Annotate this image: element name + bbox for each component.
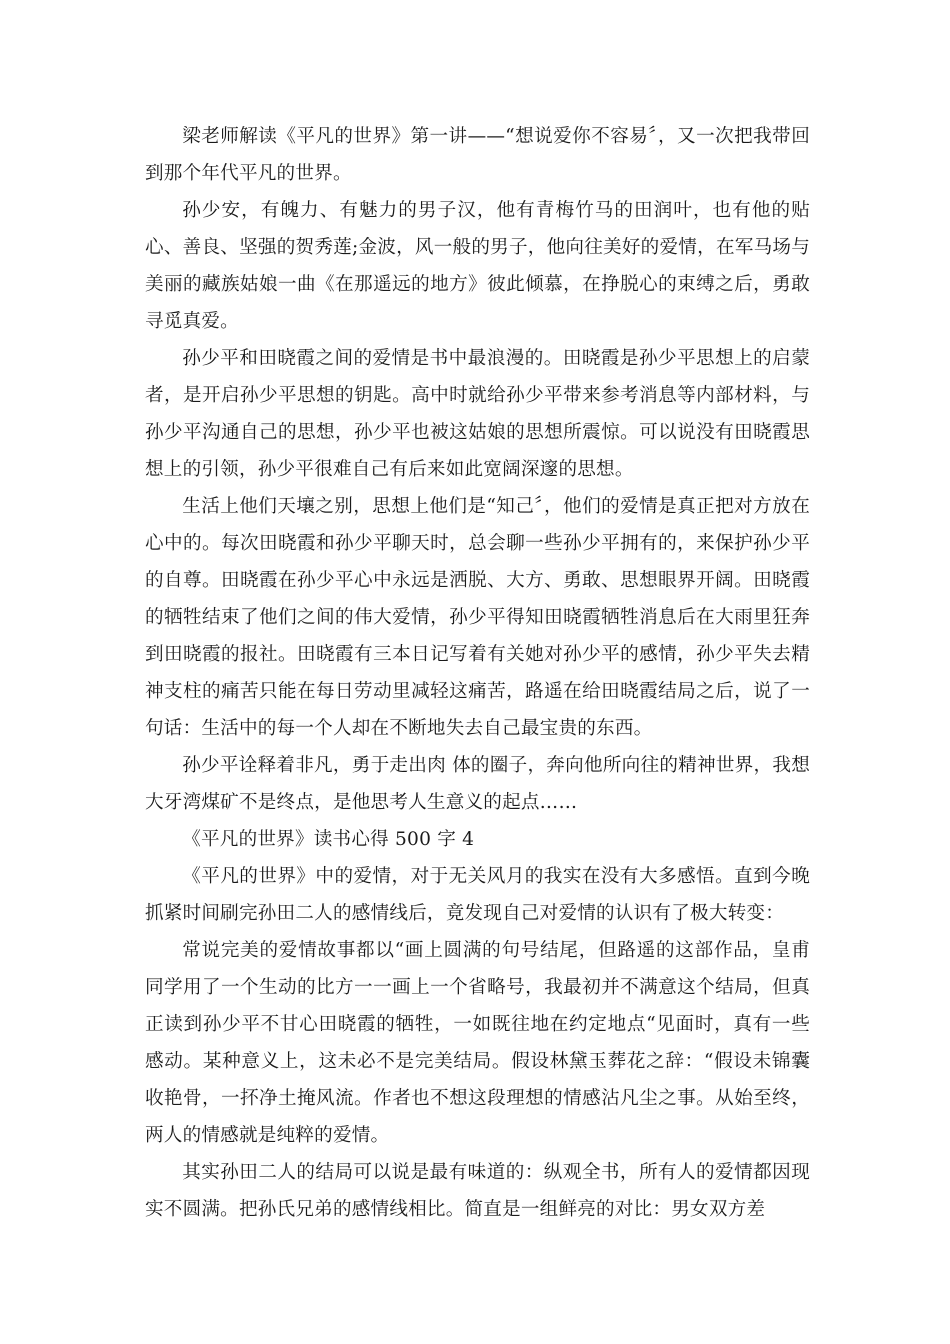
paragraph-8: 其实孙田二人的结局可以说是最有味道的：纵观全书，所有人的爱情都因现实不圆满。把孙氏兄弟的感情线相比。简直是一组鲜亮的对比：男女双方差 (145, 1162, 810, 1220)
paragraph-7: 常说完美的爱情故事都以“画上圆满的句号结尾，但路遥的这部作品，皇甫同学用了一个生动的比方一一画上一个省略号，我最初并不满意这个结局，但真正读到孙少平不甘心田晓霞的牺牲，一如既往地在约定地点“见面时，真有一些感动。某种意义上，这未必不是完美结局。假设林黛玉葬花之辞：“假设未锦囊收艳骨，一抔净土掩风流。作者也不想这段理想的情感沾凡尘之事。从始至终，两人的情感就是纯粹的爱情。 (145, 940, 810, 1146)
section-title: 《平凡的世界》读书心得 500 字 4 (182, 829, 475, 850)
paragraph-5: 孙少平诠释着非凡，勇于走出肉 体的圈子，奔向他所向往的精神世界，我想大牙湾煤矿不是终点，是他思考人生意义的起点…… (145, 755, 810, 813)
paragraph-6: 《平凡的世界》中的爱情，对于无关风月的我实在没有大多感悟。直到今晚抓紧时间刷完孙田二人的感情线后，竟发现自己对爱情的认识有了极大转变： (145, 866, 810, 924)
document-body (145, 118, 810, 1228)
paragraph-4: 生活上他们天壤之别，思想上他们是“知己〞，他们的爱情是真正把对方放在心中的。每次田晓霞和孙少平聊天时，总会聊一些孙少平拥有的，来保护孙少平的自尊。田晓霞在孙少平心中永远是洒脱、大方、勇敢、思想眼界开阔。田晓霞的牺牲结束了他们之间的伟大爱情，孙少平得知田晓霞牺牲消息后在大雨里狂奔到田晓霞的报社。田晓霞有三本日记写着有关她对孙少平的感情，孙少平失去精神支柱的痛苦只能在每日劳动里减轻这痛苦，路遥在给田晓霞结局之后，说了一句话：生活中的每一个人却在不断地失去自己最宝贵的东西。 (145, 496, 810, 739)
paragraph-3: 孙少平和田晓霞之间的爱情是书中最浪漫的。田晓霞是孙少平思想上的启蒙者，是开启孙少平思想的钥匙。高中时就给孙少平带来参考消息等内部材料，与孙少平沟通自己的思想，孙少平也被这姑娘的思想所震惊。可以说没有田晓霞思想上的引领，孙少平很难自己有后来如此宽阔深邃的思想。 (145, 348, 810, 480)
paragraph-1: 梁老师解读《平凡的世界》第一讲——“想说爱你不容易〞，又一次把我带回到那个年代平凡的世界。 (145, 126, 810, 184)
paragraph-2: 孙少安，有魄力、有魅力的男子汉，他有青梅竹马的田润叶，也有他的贴心、善良、坚强的贺秀莲;金波，风一般的男子，他向往美好的爱情，在军马场与美丽的藏族姑娘一曲《在那遥远的地方》彼此倾慕，在挣脱心的束缚之后，勇敢寻觅真爱。 (145, 200, 810, 332)
